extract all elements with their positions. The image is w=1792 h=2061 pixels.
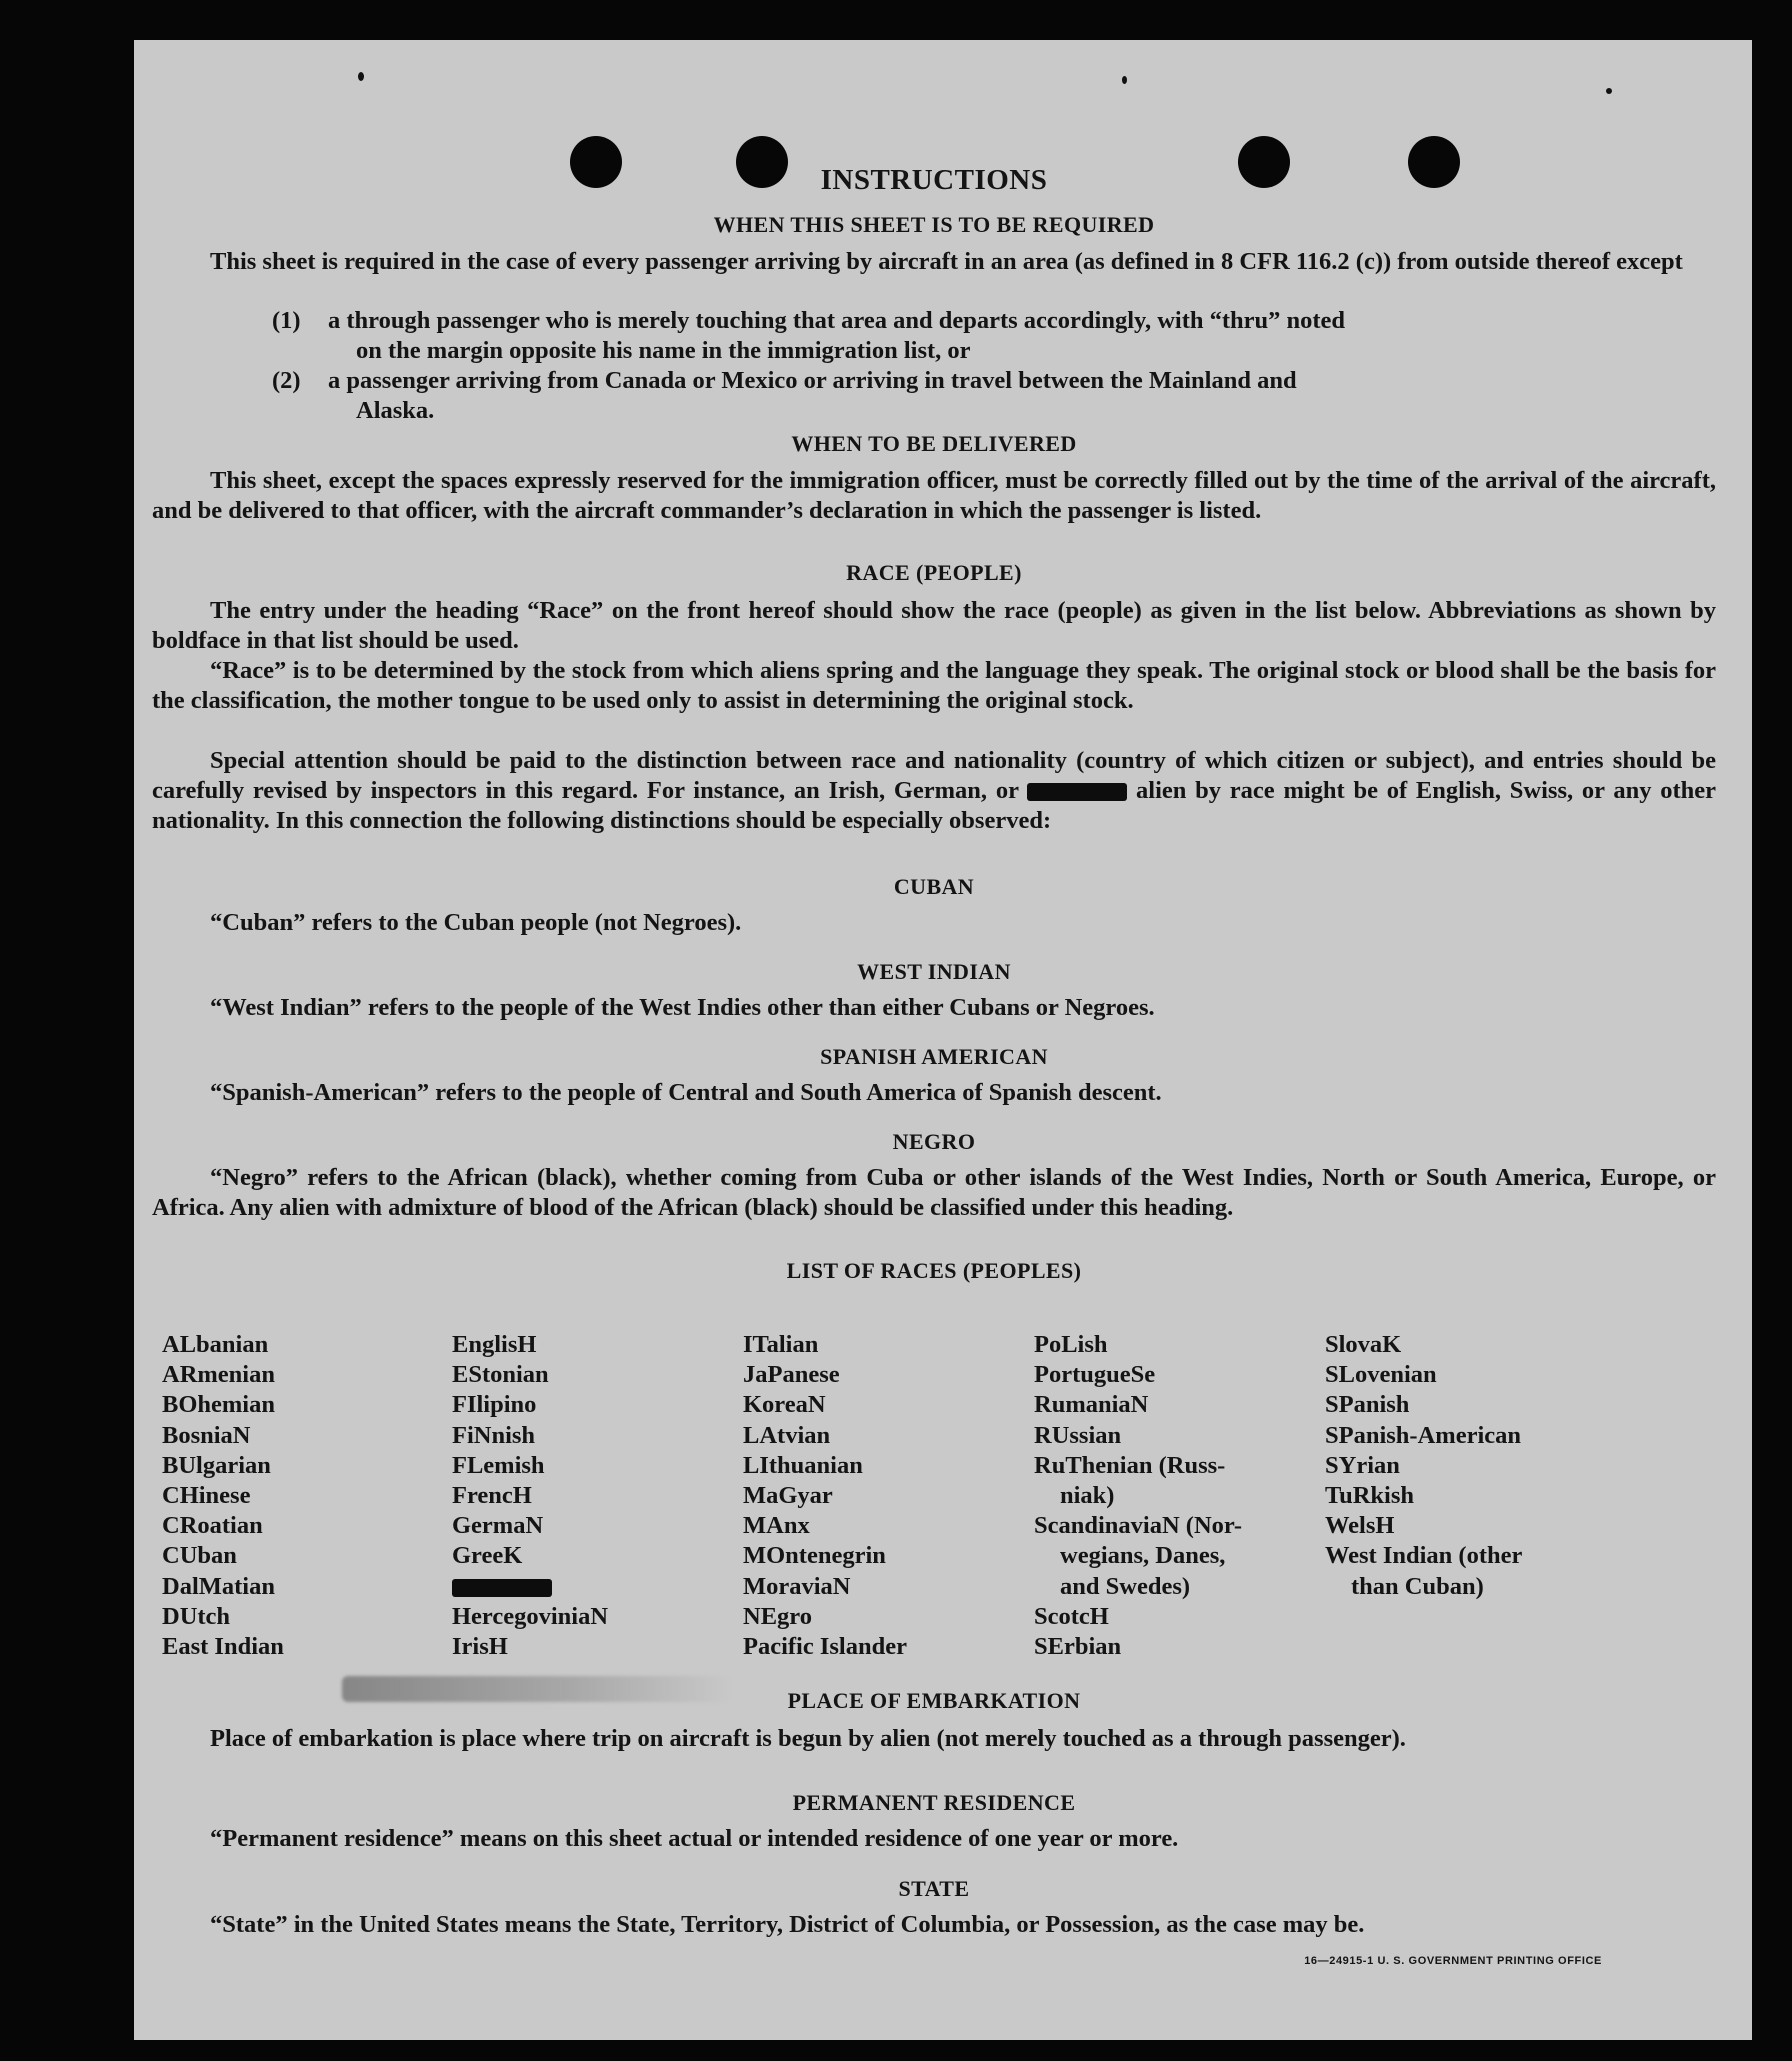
- printer-imprint: 16—24915-1 U. S. GOVERNMENT PRINTING OFFICE: [1304, 1955, 1602, 1967]
- required-text: This sheet is required in the case of every passenger arriving by aircraft in an area (as defined in 8 CFR 116.2 (c)) from outside thereof: [210, 248, 1617, 275]
- races-list: [162, 1330, 1716, 1660]
- section-heading-spanish-american: SPANISH AMERICAN: [820, 1044, 1048, 1069]
- race-entry: wegians, Danes,: [1060, 1542, 1226, 1570]
- section-heading-negro: NEGRO: [892, 1129, 976, 1154]
- exception-number: (1): [272, 307, 301, 334]
- race-text-2: “Race” is to be determined by the stock from which aliens spring and the language they speak. The original stock or blood shall be the basis for the classification, the mother tongue to be used only to assist in determining the original stock.: [152, 657, 1716, 714]
- race-entry: EStonian: [452, 1361, 549, 1389]
- race-entry: SPanish: [1325, 1391, 1410, 1419]
- race-entry: WelsH: [1325, 1512, 1395, 1540]
- race-entry: CHinese: [162, 1482, 251, 1510]
- race-entry: GreeK: [452, 1542, 523, 1570]
- redaction-mark: [1027, 783, 1127, 801]
- cuban-paragraph: [152, 908, 1716, 938]
- race-entry: MaGyar: [743, 1482, 833, 1510]
- race-entry: RUssian: [1034, 1421, 1122, 1449]
- required-paragraph: [152, 247, 1716, 277]
- race-entry: HercegoviniaN: [452, 1602, 609, 1630]
- exception-number: (2): [272, 367, 301, 394]
- race-entry: SErbian: [1034, 1633, 1122, 1661]
- state-paragraph: [152, 1910, 1716, 1940]
- race-entry: ITalian: [743, 1331, 819, 1358]
- race-entry: West Indian (other: [1325, 1542, 1523, 1570]
- race-entry: ALbanian: [162, 1331, 269, 1358]
- race-entry: JaPanese: [743, 1361, 840, 1389]
- race-entry: SPanish-American: [1325, 1421, 1521, 1449]
- race-entry: SLovenian: [1325, 1361, 1437, 1389]
- page-title: INSTRUCTIONS: [820, 164, 1048, 196]
- race-entry: ARmenian: [162, 1361, 275, 1389]
- ink-speck: [1122, 76, 1127, 84]
- race-entry: SYrian: [1325, 1451, 1400, 1479]
- negro-text: “Negro” refers to the African (black), whether coming from Cuba or other islands of the West Indies, North or South America, Europe, or Africa. Any alien with admixture of blood of the African (black) should be classified under this heading.: [152, 1164, 1716, 1221]
- west-indian-text: “West Indian” refers to the people of the West Indies other than either Cubans or Negroes.: [210, 994, 1155, 1021]
- race-entry: ScotcH: [1034, 1602, 1109, 1630]
- race-entry: niak): [1060, 1482, 1115, 1510]
- race-entry-redacted: [452, 1572, 608, 1602]
- race-entry: and Swedes): [1060, 1572, 1191, 1600]
- race-entry: BOhemian: [162, 1391, 275, 1419]
- race-text-3b: alien by race might be of English, Swiss, or any other nationality. In this connection the following distinctions should be especially observed:: [152, 777, 1716, 834]
- race-entry: FIlipino: [452, 1391, 537, 1419]
- race-text-1: The entry under the heading “Race” on the front hereof should show the race (people) as given in the list below. Abbreviations as shown by boldface in that list should be used.: [152, 597, 1716, 654]
- race-entry: RumaniaN: [1034, 1391, 1149, 1419]
- section-heading-list-of-races: LIST OF RACES (PEOPLES): [786, 1258, 1082, 1283]
- section-heading-required: WHEN THIS SHEET IS TO BE REQUIRED: [713, 212, 1155, 237]
- race-entry: SlovaK: [1325, 1331, 1402, 1358]
- races-column-5: [1325, 1330, 1522, 1602]
- race-entry: LIthuanian: [743, 1451, 863, 1479]
- race-paragraph-1: [152, 596, 1716, 656]
- delivered-text: This sheet, except the spaces expressly reserved for the immigration officer, must be correctly filled out by the time of the arrival of the aircraft, and be delivered to that officer, with the aircraft commander’s declaration in which the passenger is listed.: [152, 467, 1716, 524]
- race-entry: MAnx: [743, 1512, 810, 1540]
- race-entry: EnglisH: [452, 1331, 537, 1358]
- race-entry: FrencH: [452, 1482, 532, 1510]
- races-column-4: [1034, 1330, 1242, 1662]
- spanish-american-text: “Spanish-American” refers to the people of Central and South America of Spanish descent.: [210, 1079, 1162, 1106]
- residence-text: “Permanent residence” means on this sheet actual or intended residence of one year or more.: [210, 1825, 1179, 1852]
- race-entry: MoraviaN: [743, 1572, 851, 1600]
- required-except: except: [1616, 248, 1683, 275]
- section-heading-race: RACE (PEOPLE): [846, 560, 1022, 585]
- races-column-3: [743, 1330, 907, 1662]
- section-heading-embarkation: PLACE OF EMBARKATION: [787, 1688, 1081, 1713]
- exception-item-1: [272, 306, 1716, 366]
- residence-paragraph: [152, 1824, 1716, 1854]
- race-entry: RuThenian (Russ-: [1034, 1451, 1226, 1479]
- race-entry: GermaN: [452, 1512, 544, 1540]
- race-entry: PortugueSe: [1034, 1361, 1156, 1389]
- state-text: “State” in the United States means the State, Territory, District of Columbia, or Possession, as the case may be.: [210, 1911, 1365, 1938]
- embarkation-paragraph: [152, 1724, 1716, 1754]
- spanish-american-paragraph: [152, 1078, 1716, 1108]
- race-entry: FLemish: [452, 1451, 545, 1479]
- race-entry: NEgro: [743, 1602, 812, 1630]
- race-text-3a: Special attention should be paid to the distinction between race and nationality (country of which citizen or subject), and entries should be carefully revised by inspectors in this regard. For instance, an Irish, German, or: [152, 747, 1716, 804]
- exception-text-cont: Alaska.: [356, 397, 435, 424]
- race-entry: DalMatian: [162, 1572, 275, 1600]
- race-entry: PoLish: [1034, 1331, 1108, 1358]
- exception-text: a passenger arriving from Canada or Mexico or arriving in travel between the Mainland and: [328, 367, 1297, 394]
- section-heading-residence: PERMANENT RESIDENCE: [792, 1790, 1076, 1815]
- race-entry: East Indian: [162, 1633, 284, 1661]
- races-column-1: [162, 1330, 284, 1662]
- race-entry: BUlgarian: [162, 1451, 271, 1479]
- section-heading-west-indian: WEST INDIAN: [857, 959, 1011, 984]
- race-entry: BosniaN: [162, 1421, 251, 1449]
- exception-item-2: [272, 366, 1716, 426]
- races-column-2: [452, 1330, 608, 1662]
- race-entry: TuRkish: [1325, 1482, 1415, 1510]
- redaction-mark: [452, 1579, 552, 1597]
- race-entry: than Cuban): [1351, 1572, 1484, 1600]
- negro-paragraph: [152, 1163, 1716, 1223]
- race-paragraph-2: [152, 656, 1716, 716]
- section-heading-delivered: WHEN TO BE DELIVERED: [791, 431, 1077, 456]
- race-entry: LAtvian: [743, 1421, 831, 1449]
- race-entry: IrisH: [452, 1633, 508, 1661]
- race-entry: ScandinaviaN (Nor-: [1034, 1512, 1243, 1540]
- embarkation-text: Place of embarkation is place where trip on aircraft is begun by alien (not merely touched as a through passenger).: [210, 1725, 1406, 1752]
- cuban-text: “Cuban” refers to the Cuban people (not Negroes).: [210, 909, 742, 936]
- west-indian-paragraph: [152, 993, 1716, 1023]
- race-entry: Pacific Islander: [743, 1633, 907, 1661]
- document-sheet: [134, 40, 1752, 2040]
- race-entry: KoreaN: [743, 1391, 826, 1419]
- race-entry: MOntenegrin: [743, 1542, 886, 1570]
- race-paragraph-3: [152, 746, 1716, 836]
- ink-speck: [1606, 88, 1612, 94]
- exception-text: a through passenger who is merely touching that area and departs accordingly, with “thru” noted: [328, 307, 1346, 334]
- race-entry: DUtch: [162, 1602, 231, 1630]
- ink-speck: [358, 72, 364, 81]
- race-entry: CRoatian: [162, 1512, 263, 1540]
- exception-text-cont: on the margin opposite his name in the immigration list, or: [356, 337, 971, 364]
- race-entry: FiNnish: [452, 1421, 536, 1449]
- section-heading-state: STATE: [898, 1876, 970, 1901]
- section-heading-cuban: CUBAN: [893, 874, 975, 899]
- delivered-paragraph: [152, 466, 1716, 526]
- race-entry: CUban: [162, 1542, 237, 1570]
